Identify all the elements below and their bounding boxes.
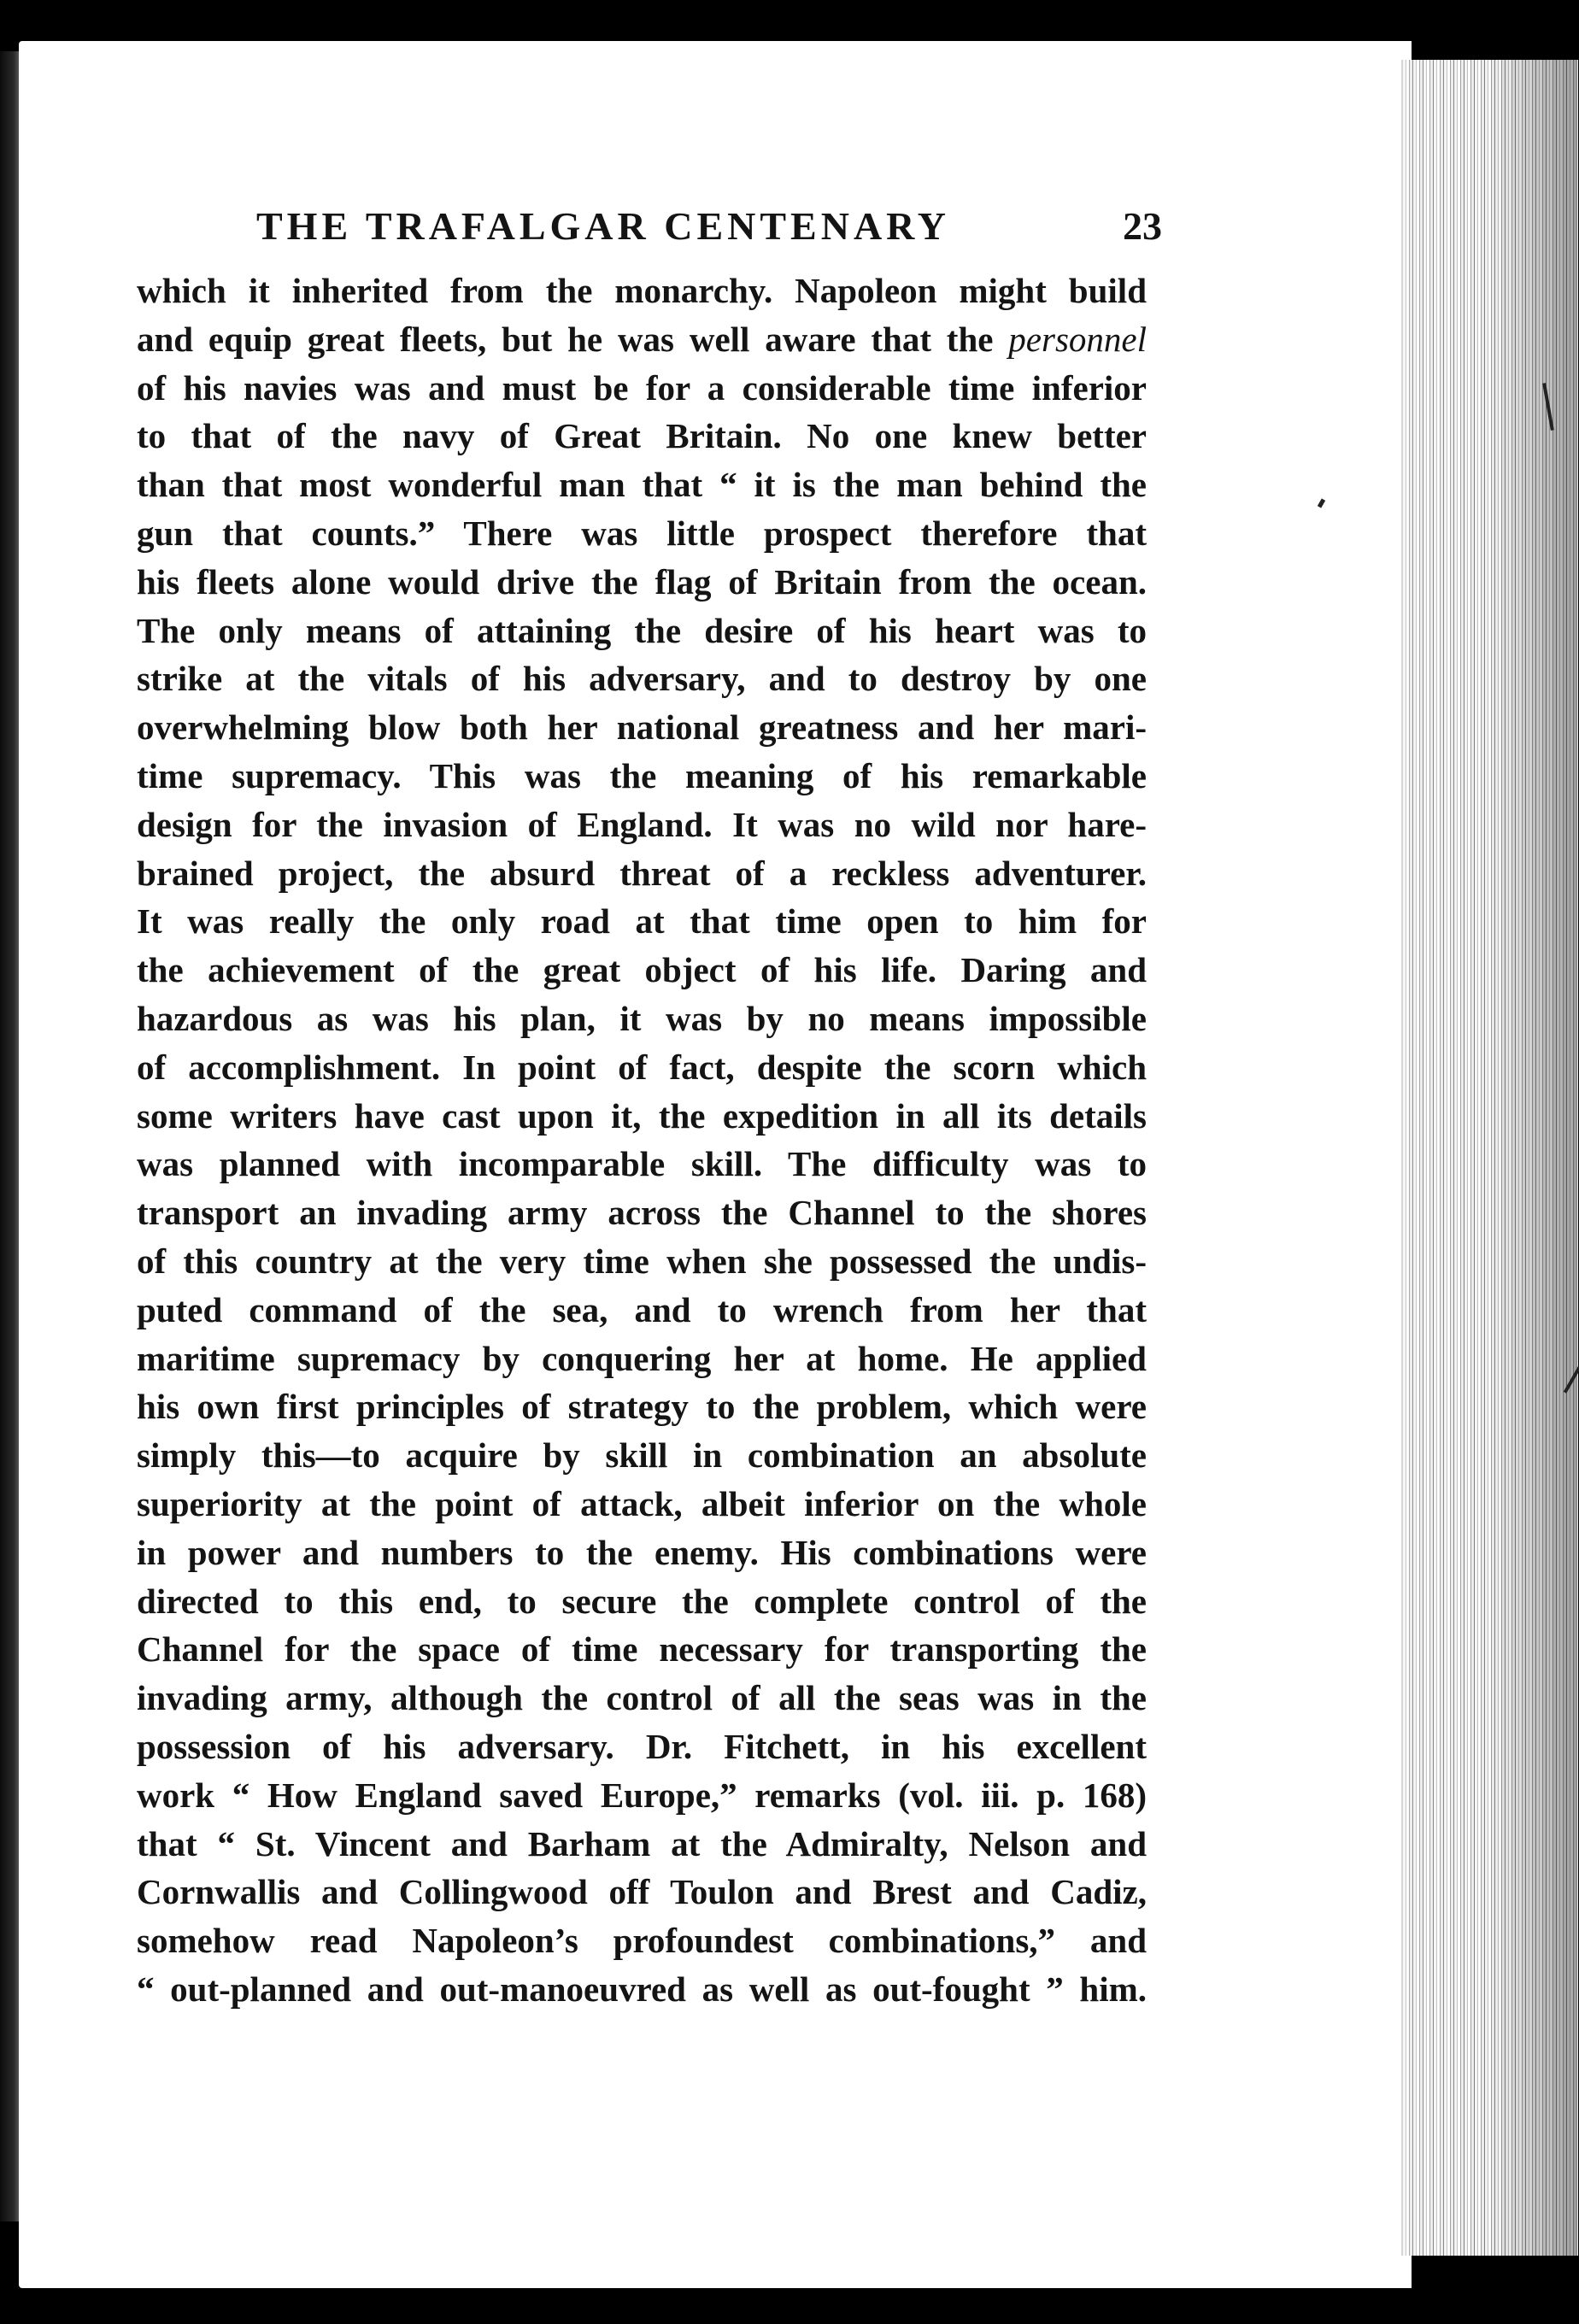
text-line: of accomplishment. In point of fact, despite the scorn which — [137, 1047, 1147, 1087]
text-line: Cornwallis and Collingwood off Toulon and Brest and Cadiz, — [137, 1872, 1147, 1912]
text-line: possession of his adversary. Dr. Fitchett, in his excellent — [137, 1726, 1147, 1766]
body-text — [137, 267, 1147, 2014]
text-line: which it inherited from the monarchy. Napoleon might build — [137, 271, 1147, 310]
text-line: directed to this end, to secure the complete control of the — [137, 1581, 1147, 1621]
text-line: puted command of the sea, and to wrench from her that — [137, 1289, 1147, 1329]
text-line: of his navies was and must be for a considerable time inferior — [137, 367, 1147, 408]
text-line: to that of the navy of Great Britain. No one knew better — [137, 416, 1147, 456]
running-title: THE TRAFALGAR CENTENARY — [256, 204, 950, 248]
text-line: gun that counts.” There was little prospect therefore that — [137, 513, 1147, 553]
text-line: in power and numbers to the enemy. His combinations were — [137, 1532, 1147, 1572]
italic-word: personnel — [1008, 319, 1147, 359]
text-line: than that most wonderful man that “ it is the man behind the — [137, 465, 1147, 505]
text-line: his own first principles of strategy to the problem, which were — [137, 1387, 1147, 1427]
text-line: simply this—to acquire by skill in combination an absolute — [137, 1435, 1147, 1476]
text-line: somehow read Napoleon’s profoundest combinations,” and — [137, 1921, 1147, 1961]
page-edges-shadow — [1401, 60, 1576, 2256]
text-line: invading army, although the control of all the seas was in the — [137, 1678, 1147, 1718]
text-line: of this country at the very time when she possessed the undis- — [137, 1241, 1147, 1281]
text-line: work “ How England saved Europe,” remarks (vol. iii. p. 168) — [137, 1775, 1147, 1815]
text-line: The only means of attaining the desire of his heart was to — [137, 610, 1147, 650]
text-line: time supremacy. This was the meaning of his remarkable — [137, 755, 1147, 795]
text-line: design for the invasion of England. It was no wild nor hare- — [137, 804, 1147, 844]
page-number: 23 — [1123, 204, 1162, 248]
text-line: and equip great fleets, but he was well aware that the personnel — [137, 319, 1147, 359]
text-line: overwhelming blow both her national greatness and her mari- — [137, 707, 1147, 748]
text-line: “ out-planned and out-manoeuvred as well as out-fought ” him. — [137, 1969, 1147, 2009]
text-line: brained project, the absurd threat of a reckless adventurer. — [137, 853, 1147, 893]
text-line: transport an invading army across the Channel to the shores — [137, 1193, 1147, 1233]
text-line: some writers have cast upon it, the expedition in all its details — [137, 1095, 1147, 1136]
text-line: superiority at the point of attack, albeit inferior on the whole — [137, 1483, 1147, 1523]
text-line: was planned with incomparable skill. The difficulty was to — [137, 1144, 1147, 1184]
text-line: Channel for the space of time necessary for transporting the — [137, 1629, 1147, 1670]
text-line: It was really the only road at that time open to him for — [137, 901, 1147, 942]
text-line: strike at the vitals of his adversary, and to destroy by one — [137, 659, 1147, 699]
text-line: his fleets alone would drive the flag of Britain from the ocean. — [137, 561, 1147, 602]
running-header — [256, 203, 1162, 255]
text-line: maritime supremacy by conquering her at home. He applied — [137, 1338, 1147, 1378]
text-line: that “ St. Vincent and Barham at the Admiralty, Nelson and — [137, 1823, 1147, 1863]
text-line: hazardous as was his plan, it was by no means impossible — [137, 998, 1147, 1038]
text-line: the achievement of the great object of his life. Daring and — [137, 950, 1147, 990]
